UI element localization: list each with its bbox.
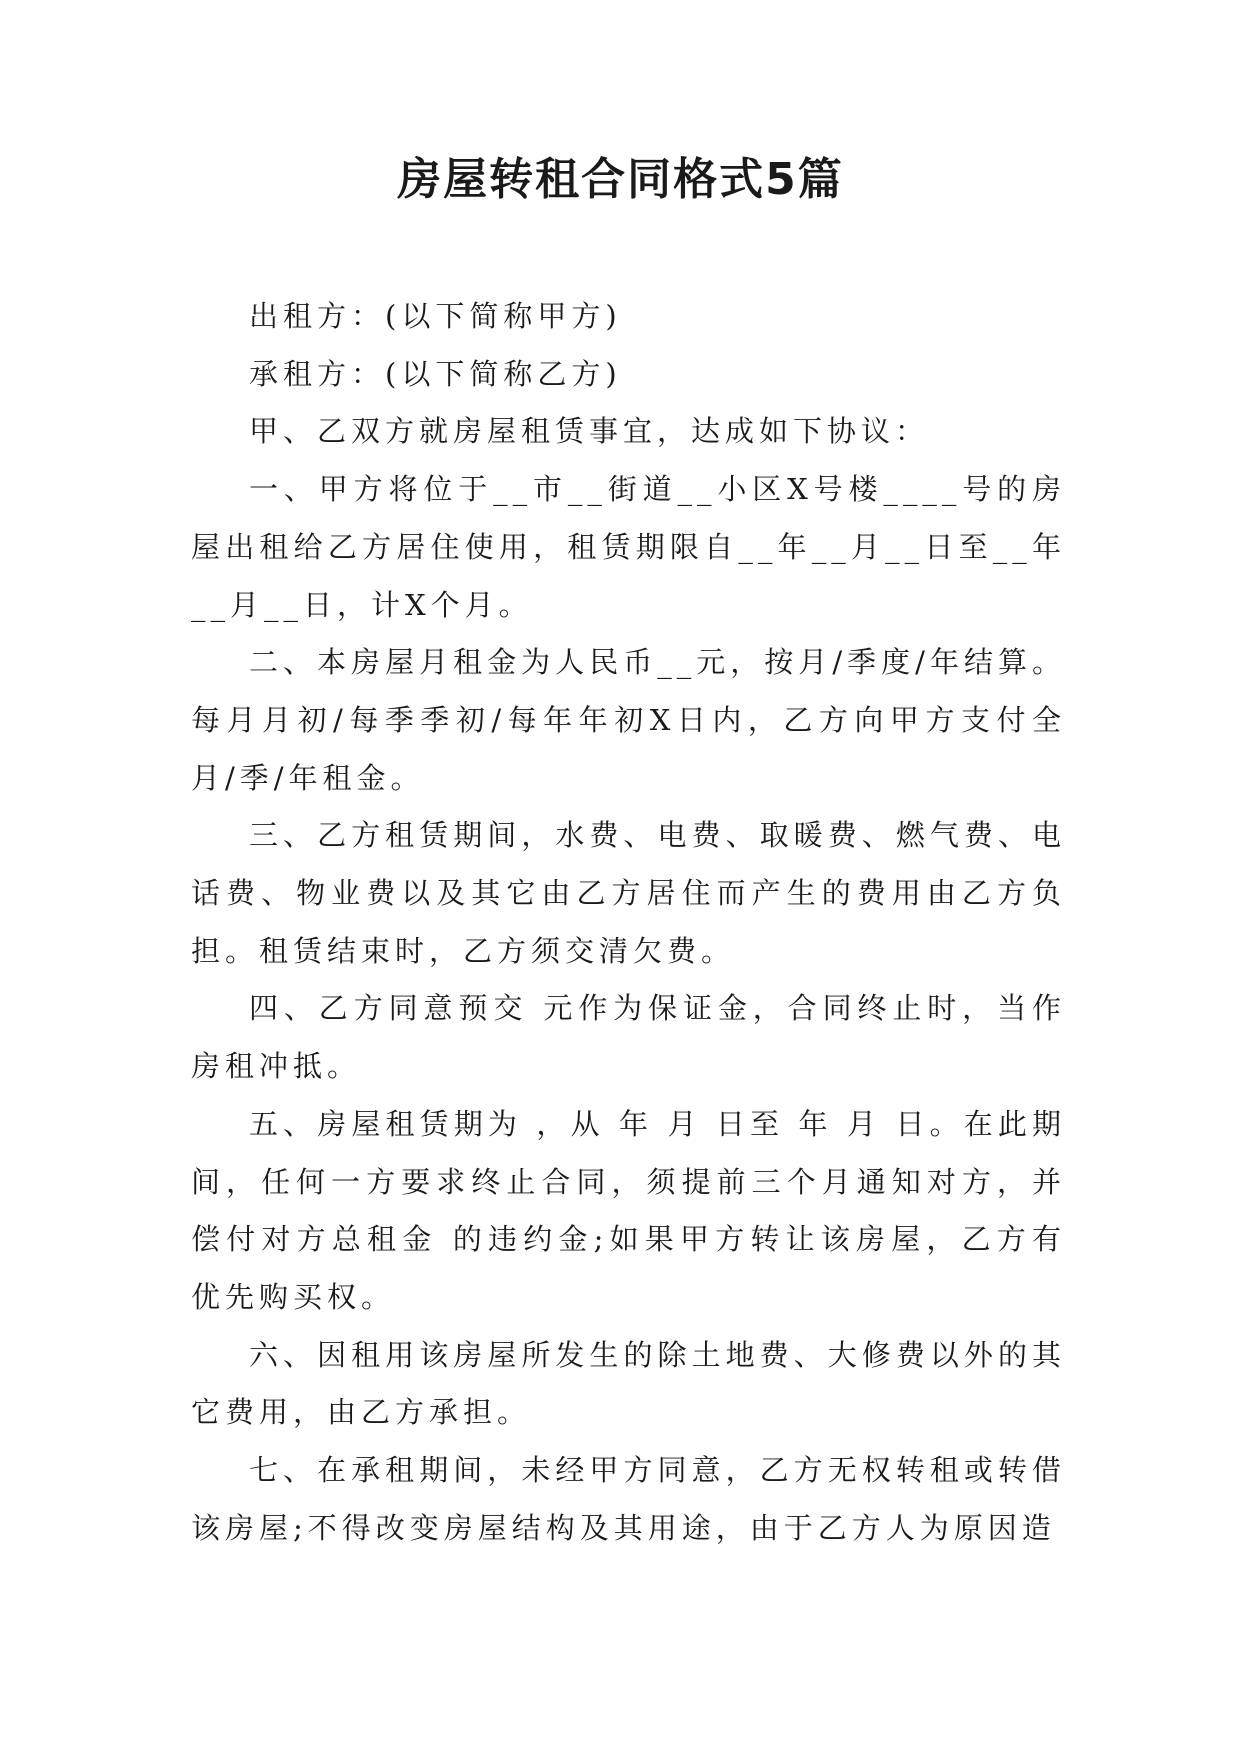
paragraph-clause-5: 五、房屋租赁期为 ，从 年 月 日至 年 月 日。在此期间，任何一方要求终止合同，须提前三个月通知对方，并偿付对方总租金 的违约金;如果甲方转让该房屋，乙方有优先购买权。 [191, 1106, 1066, 1314]
paragraph-clause-7: 七、在承租期间，未经甲方同意，乙方无权转租或转借该房屋;不得改变房屋结构及其用途，由于乙方人为原因造 [191, 1453, 1066, 1545]
paragraph-lessee: 承租方：(以下简称乙方) [249, 356, 622, 391]
document-body [191, 288, 1066, 1557]
paragraph-clause-4: 四、乙方同意预交 元作为保证金，合同终止时，当作房租冲抵。 [191, 991, 1066, 1084]
paragraph-clause-2: 二、本房屋月租金为人民币__元，按月/季度/年结算。每月月初/每季季初/每年年初X日内，乙方向甲方支付全月/季/年租金。 [191, 645, 1066, 795]
paragraph-lessor: 出租方：(以下简称甲方) [249, 299, 622, 333]
document-title: 房屋转租合同格式5篇 [397, 154, 844, 205]
paragraph-clause-3: 三、乙方租赁期间，水费、电费、取暖费、燃气费、电话费、物业费以及其它由乙方居住而产生的费用由乙方负担。租赁结束时，乙方须交清欠费。 [191, 818, 1066, 968]
paragraph-clause-6: 六、因租用该房屋所发生的除土地费、大修费以外的其它费用，由乙方承担。 [191, 1337, 1066, 1430]
paragraph-clause-1: 一、甲方将位于__市__街道__小区X号楼____号的房屋出租给乙方居住使用，租赁期限自__年__月__日至__年__月__日，计X个月。 [191, 472, 1066, 622]
paragraph-agreement-intro: 甲、乙双方就房屋租赁事宜，达成如下协议： [249, 414, 930, 449]
